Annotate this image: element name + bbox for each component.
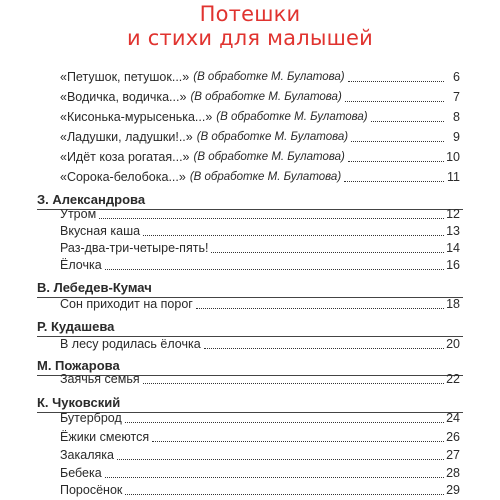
leader-dots	[143, 234, 444, 236]
toc-entry[interactable]	[60, 372, 460, 387]
entry-note: (В обработке М. Булатова)	[190, 91, 342, 103]
toc-entry[interactable]	[60, 224, 460, 239]
author-section-header	[0, 317, 500, 339]
leader-dots	[143, 382, 444, 384]
entry-title: Утром	[60, 207, 97, 221]
toc-entry[interactable]	[60, 337, 460, 352]
entry-page: 14	[446, 241, 460, 255]
toc-entry[interactable]	[60, 70, 460, 85]
entry-page: 7	[453, 90, 460, 104]
entry-title: «Сорока-белобока...»	[60, 170, 186, 184]
toc-entry[interactable]	[60, 448, 460, 463]
leader-dots	[152, 440, 444, 442]
author-name: Р. Кудашева	[37, 319, 115, 334]
leader-dots	[196, 307, 444, 309]
author-name: В. Лебедев-Кумач	[37, 280, 152, 295]
entry-title: «Водичка, водичка...»	[60, 90, 187, 104]
entry-title: Бебека	[60, 466, 102, 480]
toc-entry[interactable]	[60, 110, 460, 125]
leader-dots	[348, 160, 444, 162]
entry-page: 28	[446, 466, 460, 480]
entry-title: Раз-два-три-четыре-пять!	[60, 241, 209, 255]
toc-entry[interactable]	[60, 241, 460, 256]
toc-entry[interactable]	[60, 430, 460, 445]
entry-page: 10	[446, 150, 460, 164]
entry-page: 12	[446, 207, 460, 221]
entry-title: «Петушок, петушок...»	[60, 70, 190, 84]
leader-dots	[348, 80, 444, 82]
entry-title: «Ладушки, ладушки!..»	[60, 130, 193, 144]
entry-page: 24	[446, 411, 460, 425]
leader-dots	[211, 251, 444, 253]
toc-entry[interactable]	[60, 150, 460, 165]
toc-title-line2: и стихи для малышей	[126, 26, 374, 50]
leader-dots	[351, 140, 444, 142]
entry-page: 26	[446, 430, 460, 444]
author-name: М. Пожарова	[37, 358, 120, 373]
author-name: З. Александрова	[37, 192, 146, 207]
entry-note: (В обработке М. Булатова)	[196, 131, 349, 143]
entry-page: 8	[453, 110, 460, 124]
entry-page: 27	[446, 448, 460, 462]
entry-title: Бутерброд	[60, 411, 122, 425]
entry-title: «Идёт коза рогатая...»	[60, 150, 190, 164]
toc-entry[interactable]	[60, 411, 460, 426]
author-name: К. Чуковский	[37, 395, 121, 410]
leader-dots	[125, 421, 444, 423]
entry-title: Закаляка	[60, 448, 114, 462]
entry-title: Ёжики смеются	[60, 430, 150, 444]
entry-title: Вкусная каша	[60, 224, 141, 238]
entry-title: «Кисонька-мурысенька...»	[60, 110, 213, 124]
toc-entry[interactable]	[60, 90, 460, 105]
entry-title: В лесу родилась ёлочка	[60, 337, 201, 351]
entry-page: 13	[446, 224, 460, 238]
leader-dots	[105, 268, 444, 270]
leader-dots	[371, 120, 444, 122]
leader-dots	[105, 476, 444, 478]
entry-page: 16	[446, 258, 460, 272]
leader-dots	[344, 180, 444, 182]
entry-page: 20	[446, 337, 460, 351]
entry-title: Заячья семья	[60, 372, 140, 386]
entry-note: (В обработке М. Булатова)	[193, 151, 345, 163]
entry-page: 11	[447, 170, 460, 184]
entry-page: 18	[446, 297, 460, 311]
toc-entry[interactable]	[60, 258, 460, 273]
leader-dots	[204, 347, 444, 349]
toc-entry[interactable]	[60, 170, 460, 185]
toc-entry[interactable]	[60, 466, 460, 481]
toc-entry[interactable]	[60, 130, 460, 145]
entry-note: (В обработке М. Булатова)	[216, 111, 368, 123]
entry-page: 29	[446, 483, 460, 497]
entry-title: Ёлочка	[60, 258, 102, 272]
entry-title: Сон приходит на порог	[60, 297, 193, 311]
toc-title-line1: Потешки	[199, 2, 301, 26]
toc-entry[interactable]	[60, 297, 460, 312]
entry-page: 22	[446, 372, 460, 386]
leader-dots	[345, 100, 444, 102]
leader-dots	[117, 458, 444, 460]
entry-page: 9	[453, 130, 460, 144]
toc-entry[interactable]	[60, 207, 460, 222]
entry-page: 6	[453, 70, 460, 84]
entry-title: Поросёнок	[60, 483, 123, 497]
leader-dots	[99, 217, 444, 219]
leader-dots	[125, 493, 444, 495]
toc-entry[interactable]	[60, 483, 460, 498]
entry-note: (В обработке М. Булатова)	[189, 171, 342, 183]
entry-note: (В обработке М. Булатова)	[193, 71, 345, 83]
